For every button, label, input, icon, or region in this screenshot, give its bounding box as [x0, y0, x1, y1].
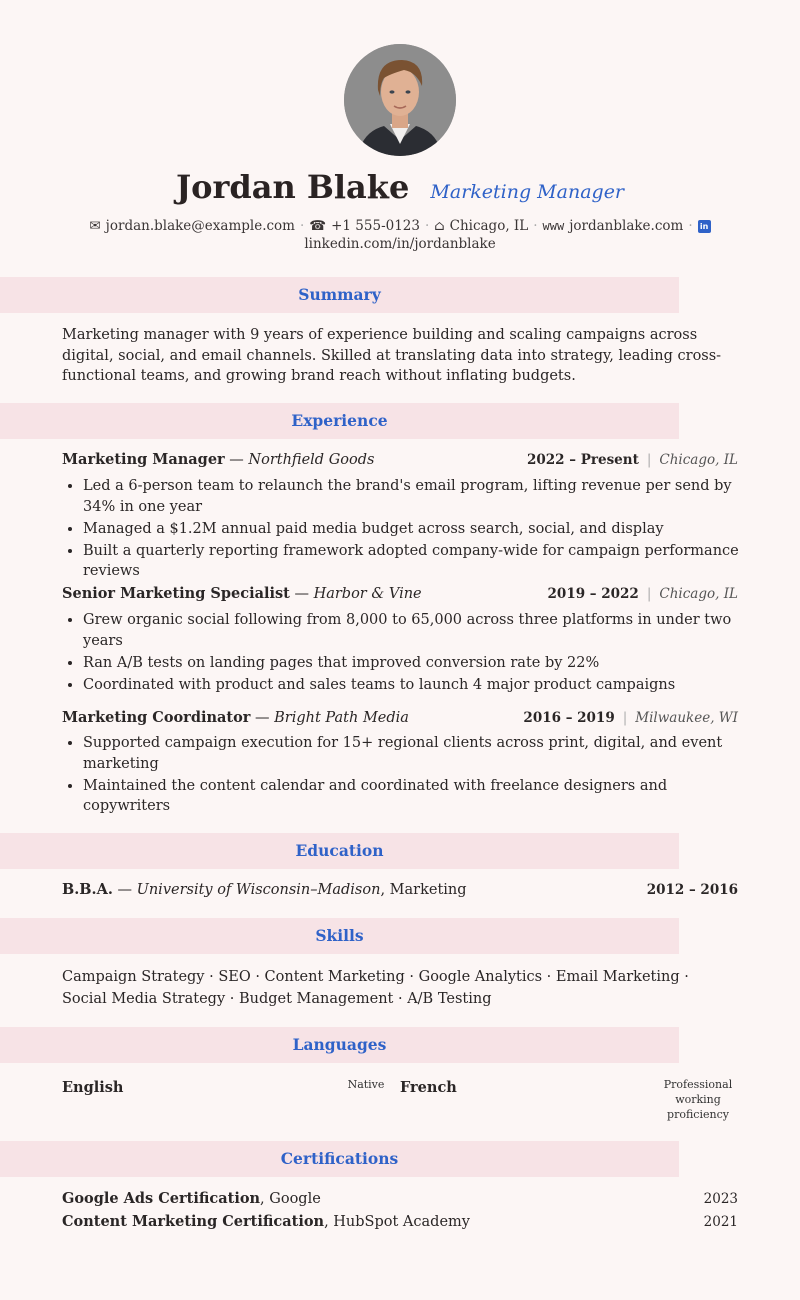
job-location: Milwaukee, WI — [635, 710, 738, 726]
degree: B.B.A. — [62, 881, 113, 898]
list-item: • Supported campaign execution for 15+ regional clients across print, digital, and event marketing — [83, 733, 743, 774]
home-icon: ⌂ — [434, 218, 445, 234]
separator: · — [688, 218, 693, 234]
list-item: • Managed a $1.2M annual paid media budget across search, social, and display — [83, 519, 743, 540]
candidate-role: Marketing Manager — [430, 181, 625, 203]
email-link[interactable]: jordan.blake@example.com — [105, 218, 295, 234]
job-header: Marketing Manager — Northfield Goods 2022 – Present | Chicago, IL — [62, 451, 738, 468]
section-heading-summary: Summary — [0, 277, 679, 313]
list-item: • Built a quarterly reporting framework adopted company-wide for campaign performance reviews — [83, 541, 743, 582]
list-item: • Coordinated with product and sales teams to launch 4 major product campaigns — [83, 675, 743, 696]
skills-list: Campaign Strategy · SEO · Content Marketing · Google Analytics · Email Marketing · Social Media Strategy · Budget Management · A/B Testing — [62, 969, 689, 1007]
list-item: • Ran A/B tests on landing pages that improved conversion rate by 22% — [83, 653, 743, 674]
school-name: University of Wisconsin–Madison — [136, 882, 381, 898]
job-company: Bright Path Media — [274, 710, 409, 726]
certification-entry: Content Marketing Certification, HubSpot Academy 2021 — [62, 1213, 738, 1230]
certification-year: 2023 — [703, 1191, 738, 1207]
job-company: Harbor & Vine — [313, 586, 422, 602]
linkedin-link[interactable]: linkedin.com/in/jordanblake — [304, 236, 496, 252]
divider: | — [646, 586, 652, 602]
certification-issuer: HubSpot Academy — [333, 1214, 470, 1230]
certification-name: Google Ads Certification — [62, 1190, 261, 1207]
divider: | — [646, 452, 652, 468]
name-row — [0, 168, 800, 206]
telephone-icon: ☎ — [309, 218, 327, 234]
separator: · — [299, 218, 305, 234]
job-title: Marketing Coordinator — [62, 709, 251, 726]
summary-text: Marketing manager with 9 years of experience building and scaling campaigns across digital, social, and email channels. Skilled at translating data into strategy, leading cross-functional teams, and growing brand reach without inflating budgets. — [62, 327, 722, 384]
certification-name: Content Marketing Certification — [62, 1213, 325, 1230]
section-heading-education: Education — [0, 833, 679, 869]
contact-info — [60, 217, 740, 253]
education-entry: B.B.A. — University of Wisconsin–Madison, Marketing 2012 – 2016 — [62, 881, 738, 898]
job-bullets — [62, 610, 743, 697]
job-location: Chicago, IL — [659, 452, 738, 468]
divider: | — [622, 710, 628, 726]
language-name: English — [62, 1079, 124, 1096]
linkedin-icon: in — [698, 220, 711, 233]
certification-entry: Google Ads Certification, Google 2023 — [62, 1190, 738, 1207]
job-company: Northfield Goods — [248, 452, 375, 468]
separator: · — [533, 218, 538, 234]
language-level: Professional working proficiency — [663, 1078, 733, 1121]
www-icon: www — [542, 219, 565, 233]
job-dates: 2022 – Present — [527, 452, 639, 468]
job-bullets — [62, 733, 743, 818]
section-heading-certifications: Certifications — [0, 1141, 679, 1177]
job-dates: 2016 – 2019 — [523, 710, 615, 726]
candidate-name: Jordan Blake — [175, 168, 410, 206]
section-heading-experience: Experience — [0, 403, 679, 439]
job-header: Senior Marketing Specialist — Harbor & Vine 2019 – 2022 | Chicago, IL — [62, 585, 738, 602]
list-item: • Led a 6-person team to relaunch the brand's email program, lifting revenue per send by 34% in one year — [83, 476, 743, 517]
job-header: Marketing Coordinator — Bright Path Media 2016 – 2019 | Milwaukee, WI — [62, 709, 738, 726]
profile-photo — [344, 44, 456, 156]
list-item: • Grew organic social following from 8,000 to 65,000 across three platforms in under two years — [83, 610, 743, 651]
phone-number[interactable]: +1 555-0123 — [331, 218, 420, 234]
certification-year: 2021 — [703, 1214, 738, 1230]
list-item: • Maintained the content calendar and coordinated with freelance designers and copywriters — [83, 776, 743, 817]
language-name: French — [400, 1079, 457, 1096]
job-title: Senior Marketing Specialist — [62, 585, 290, 602]
field-of-study: Marketing — [389, 882, 467, 898]
section-heading-skills: Skills — [0, 918, 679, 954]
separator: · — [425, 218, 430, 234]
location-text: Chicago, IL — [449, 218, 529, 234]
job-title: Marketing Manager — [62, 451, 225, 468]
job-location: Chicago, IL — [659, 586, 738, 602]
website-link[interactable]: jordanblake.com — [569, 218, 684, 234]
job-bullets — [62, 476, 743, 583]
language-level: Native — [347, 1078, 385, 1091]
certification-issuer: Google — [269, 1191, 321, 1207]
envelope-icon: ✉ — [89, 218, 101, 234]
section-heading-languages: Languages — [0, 1027, 679, 1063]
job-dates: 2019 – 2022 — [547, 586, 639, 602]
education-dates: 2012 – 2016 — [646, 882, 738, 898]
